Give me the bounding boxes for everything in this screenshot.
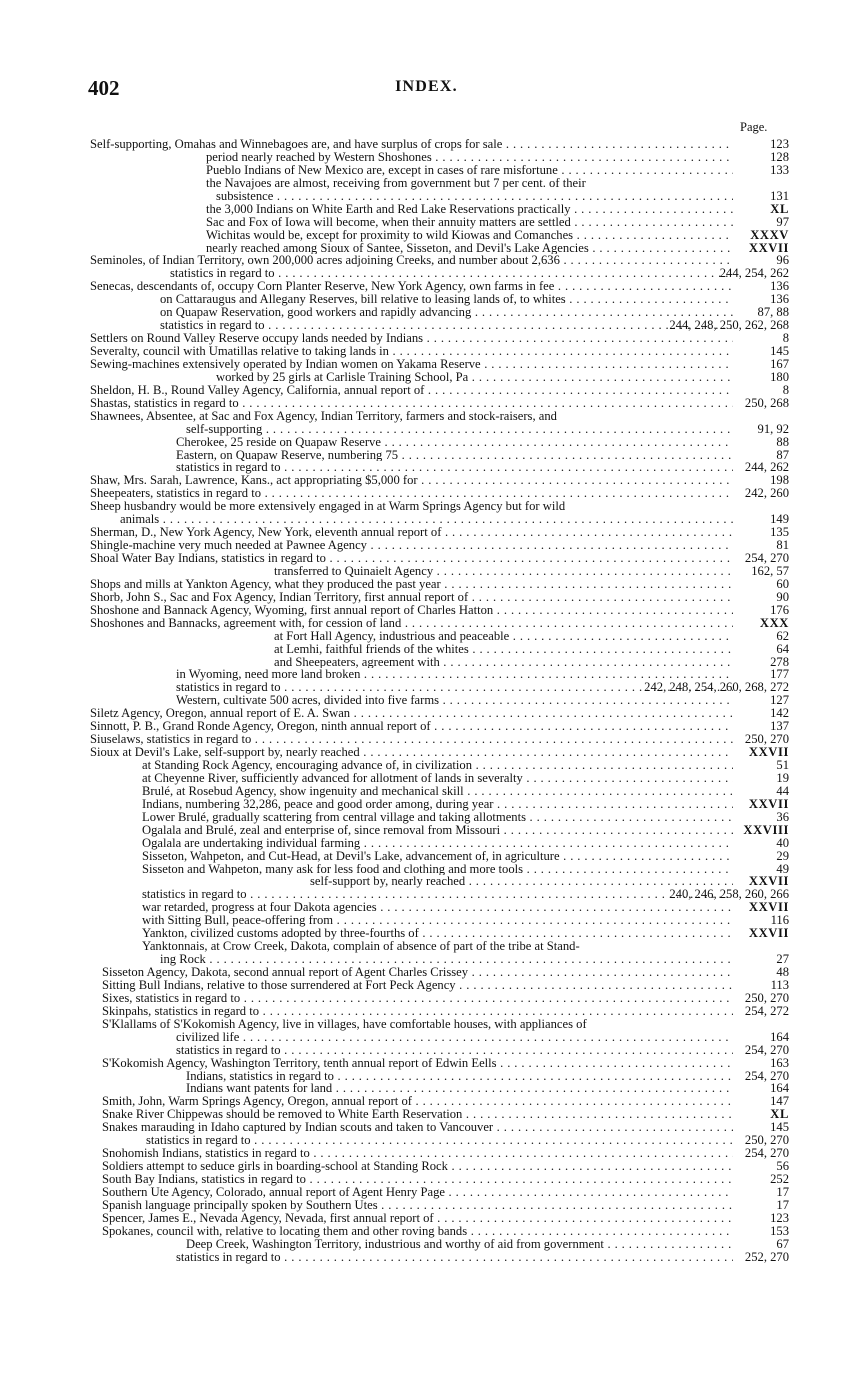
index-entry-text: in Wyoming, need more land broken . . .: [176, 668, 733, 681]
index-entry-page-ref: 278: [770, 654, 789, 669]
index-entry-page-ref: 123: [770, 1210, 789, 1225]
index-entry-text: Shingle-machine very much needed at Pawnee Agency . . .: [90, 539, 733, 552]
index-entry-page-ref: 252: [770, 1172, 789, 1186]
index-entry-page-ref: 254, 270: [744, 551, 789, 565]
index-entry-text: period nearly reached by Western Shoshones . . .: [206, 151, 733, 164]
index-entry-page-ref: 56: [776, 1159, 789, 1174]
index-entry-page-ref: 91, 92: [757, 421, 789, 436]
index-entry-text: South Bay Indians, statistics in regard to . . .: [102, 1173, 733, 1186]
index-entry-text: statistics in regard to . . .: [160, 319, 733, 332]
index-entry: [0, 539, 853, 552]
index-entry-text: S'Kokomish Agency, Washington Territory, tenth annual report of Edwin Eells . . .: [102, 1057, 733, 1070]
index-entry-page-ref: XXVII: [748, 900, 789, 915]
page-number: 402: [88, 76, 120, 100]
index-entry-page-ref: 88: [776, 434, 789, 449]
index-entry-page-ref: 162, 57: [751, 563, 789, 578]
index-entry-text: Sisseton Agency, Dakota, second annual report of Agent Charles Crissey . . .: [102, 966, 733, 979]
index-entry: [0, 798, 853, 811]
index-entry-text: Yankton, civilized customs adopted by three-fourths of . . .: [142, 927, 733, 940]
index-entry-page-ref: 62: [776, 628, 789, 643]
index-entry-text: Lower Brulé, gradually scattering from central village and taking allotments . . .: [142, 811, 733, 824]
index-entry-text: Sitting Bull Indians, relative to those surrendered at Fort Peck Agency . . .: [102, 979, 733, 992]
index-entry: [0, 850, 853, 863]
index-entry-text: Soldiers attempt to seduce girls in boarding-school at Standing Rock . . .: [102, 1160, 733, 1173]
index-entry: [0, 242, 853, 255]
index-entry-text: Pueblo Indians of New Mexico are, except in cases of rare misfortune . . .: [206, 164, 733, 177]
index-entry: [0, 216, 853, 229]
index-entry-page-ref: 48: [776, 965, 789, 979]
index-entry-text: Cherokee, 25 reside on Quapaw Reserve . . .: [176, 436, 733, 449]
index-entry-page-ref: XXVII: [748, 874, 789, 889]
index-entry-text: Eastern, on Quapaw Reserve, numbering 75 . . .: [176, 449, 733, 462]
index-entry-page-ref: 250, 270: [744, 1133, 789, 1148]
index-entry-text: Sinnott, P. B., Grand Ronde Agency, Oregon, ninth annual report of . . .: [90, 720, 733, 733]
index-entry: [0, 164, 853, 177]
index-entry-page-ref: 17: [776, 1197, 789, 1212]
index-entry-page-ref: 137: [770, 719, 789, 734]
index-entry-page-ref: 240, 246, 258, 260, 266: [669, 887, 789, 902]
index-entry-page-ref: 177: [770, 667, 789, 682]
index-entry-page-ref: 250, 270: [744, 990, 789, 1005]
index-entry: [0, 1212, 853, 1225]
page-column-label: Page.: [740, 120, 768, 134]
index-entry-text: Spencer, James E., Nevada Agency, Nevada, first annual report of . . .: [102, 1212, 733, 1225]
index-entry-text: self-supporting . . .: [186, 423, 733, 436]
index-entry-text: Yanktonnais, at Crow Creek, Dakota, complain of absence of part of the tribe at Stand-: [142, 940, 580, 954]
index-entry-text: civilized life . . .: [176, 1031, 733, 1044]
index-entry-page-ref: 49: [776, 861, 789, 876]
index-entry: [0, 1147, 853, 1160]
index-entry-text: Skinpahs, statistics in regard to . . .: [102, 1005, 733, 1018]
index-entry-page-ref: 96: [776, 253, 789, 268]
index-entry: [0, 811, 853, 824]
index-entry: [0, 1057, 853, 1070]
index-entry-text: war retarded, progress at four Dakota agencies . . .: [142, 901, 733, 914]
index-entry-text: Wichitas would be, except for proximity to wild Kiowas and Comanches . . .: [206, 229, 733, 242]
index-entry-text: statistics in regard to . . .: [170, 267, 733, 280]
index-entry-page-ref: 17: [776, 1184, 789, 1199]
index-entry-text: Indians, numbering 32,286, peace and good order among, during year . . .: [142, 798, 733, 811]
index-entry: [0, 371, 853, 384]
index-entry-text: Settlers on Round Valley Reserve occupy lands needed by Indians . . .: [90, 332, 733, 345]
index-entry-page-ref: 8: [782, 331, 789, 346]
index-entry-page-ref: XXVII: [748, 926, 789, 941]
index-entry-page-ref: 113: [770, 977, 789, 992]
index-entry-text: nearly reached among Sioux of Santee, Sisseton, and Devil's Lake Agencies . . .: [206, 242, 733, 255]
index-entry: [0, 1095, 853, 1108]
index-entry-page-ref: 131: [770, 188, 789, 203]
index-entry-text: on Quapaw Reservation, good workers and rapidly advancing . . .: [160, 306, 733, 319]
index-entry: [0, 1225, 853, 1238]
index-entry-text: Siuselaws, statistics in regard to . . .: [90, 733, 733, 746]
index-entry-text: Shoshone and Bannack Agency, Wyoming, first annual report of Charles Hatton . . .: [90, 604, 733, 617]
index-entry-list: [0, 138, 853, 1264]
index-entry-page-ref: 167: [770, 356, 789, 371]
index-entry-text: Snake River Chippewas should be removed to White Earth Reservation . . .: [102, 1108, 733, 1121]
index-entry: [0, 513, 853, 526]
index-entry-page-ref: 198: [770, 473, 789, 488]
index-entry-text: the Navajoes are almost, receiving from government but 7 per cent. of their: [206, 176, 586, 190]
index-entry: [0, 966, 853, 979]
index-entry-text: Western, cultivate 500 acres, divided into five farms . . .: [176, 694, 733, 707]
index-entry-page-ref: 163: [770, 1055, 789, 1070]
index-entry-page-ref: 153: [770, 1223, 789, 1238]
index-entry-text: S'Klallams of S'Kokomish Agency, live in villages, have comfortable houses, with appliances of: [102, 1017, 587, 1031]
index-entry: [0, 979, 853, 992]
index-entry-text: statistics in regard to . . .: [146, 1134, 733, 1147]
index-entry-page-ref: 67: [776, 1236, 789, 1251]
index-entry: [0, 630, 853, 643]
index-entry-text: Sheepeaters, statistics in regard to . . .: [90, 487, 733, 500]
index-entry-page-ref: 135: [770, 525, 789, 540]
index-entry: [0, 177, 853, 190]
index-entry: [0, 1251, 853, 1264]
index-entry: [0, 397, 853, 410]
index-entry-text: transferred to Quinaielt Agency . . .: [274, 565, 733, 578]
index-entry-text: Shoal Water Bay Indians, statistics in regard to . . .: [90, 552, 733, 565]
index-entry-text: and Sheepeaters, agreement with . . .: [274, 656, 733, 669]
index-entry: [0, 681, 853, 694]
index-entry-text: statistics in regard to . . .: [176, 461, 733, 474]
index-entry-page-ref: 164: [770, 1081, 789, 1096]
index-entry-text: at Fort Hall Agency, industrious and peaceable . . .: [274, 630, 733, 643]
index-entry-page-ref: 244, 254, 262: [719, 266, 789, 281]
index-entry-text: subsistence . . .: [216, 190, 733, 203]
index-entry-text: at Lemhi, faithful friends of the whites . . .: [274, 643, 733, 656]
index-entry: [0, 190, 853, 203]
index-entry: [0, 500, 853, 513]
index-entry-page-ref: 176: [770, 602, 789, 617]
index-entry: [0, 293, 853, 306]
index-entry-page-ref: 149: [770, 512, 789, 527]
index-entry-text: Spokanes, council with, relative to locating them and other roving bands . . .: [102, 1225, 733, 1238]
index-entry: [0, 229, 853, 242]
index-entry: [0, 578, 853, 591]
index-entry-text: the 3,000 Indians on White Earth and Red Lake Reservations practically . . .: [206, 203, 733, 216]
index-entry: [0, 785, 853, 798]
index-entry: [0, 940, 853, 953]
index-entry-text: Severalty, council with Umatillas relative to taking lands in . . .: [90, 345, 733, 358]
index-entry-page-ref: 29: [776, 848, 789, 863]
index-entry-page-ref: 252, 270: [744, 1249, 789, 1264]
index-entry-page-ref: 242, 248, 254, 260, 268, 272: [644, 680, 789, 695]
index-entry: [0, 526, 853, 539]
index-entry-page-ref: 254, 270: [744, 1042, 789, 1057]
index-entry-text: Smith, John, Warm Springs Agency, Oregon, annual report of . . .: [102, 1095, 733, 1108]
index-entry-page-ref: 242, 260: [744, 486, 789, 501]
index-entry: [0, 487, 853, 500]
index-entry-text: Senecas, descendants of, occupy Corn Planter Reserve, New York Agency, own farms in fee . . .: [90, 280, 733, 293]
index-entry: [0, 720, 853, 733]
index-entry-page-ref: 254, 272: [744, 1003, 789, 1018]
index-entry-text: Spanish language principally spoken by Southern Utes . . .: [102, 1199, 733, 1212]
index-entry: [0, 1238, 853, 1251]
index-entry-page-ref: XL: [770, 201, 789, 216]
index-entry-page-ref: 250, 268: [744, 395, 789, 410]
index-entry: [0, 1005, 853, 1018]
index-entry-text: statistics in regard to . . .: [176, 681, 733, 694]
index-entry-page-ref: 8: [782, 382, 789, 397]
index-entry: [0, 319, 853, 332]
index-entry-text: Deep Creek, Washington Territory, industrious and worthy of aid from government . . .: [186, 1238, 733, 1251]
index-entry-page-ref: XL: [770, 1107, 789, 1122]
index-entry-text: Snohomish Indians, statistics in regard to . . .: [102, 1147, 733, 1160]
index-entry-page-ref: 123: [770, 137, 789, 151]
index-entry: [0, 151, 853, 164]
index-entry-page-ref: 244, 262: [744, 460, 789, 475]
index-entry-text: Ogalala and Brulé, zeal and enterprise of, since removal from Missouri . . .: [142, 824, 733, 837]
index-entry-page-ref: 142: [770, 706, 789, 721]
index-entry: [0, 345, 853, 358]
index-entry-text: Sherman, D., New York Agency, New York, eleventh annual report of . . .: [90, 526, 733, 539]
index-entry-page-ref: 27: [776, 952, 789, 967]
index-entry-page-ref: 145: [770, 1120, 789, 1135]
index-entry-text: Indians want patents for land . . .: [186, 1082, 733, 1095]
index-entry-text: on Cattaraugus and Allegany Reserves, bill relative to leasing lands of, to whites . . .: [160, 293, 733, 306]
index-entry-page-ref: 60: [776, 576, 789, 591]
index-entry: [0, 449, 853, 462]
index-entry-page-ref: 254, 270: [744, 1146, 789, 1161]
index-entry-text: ing Rock . . .: [160, 953, 733, 966]
index-entry-page-ref: 254, 270: [744, 1068, 789, 1083]
index-entry-page-ref: 40: [776, 835, 789, 850]
index-entry: [0, 707, 853, 720]
index-entry-page-ref: 127: [770, 693, 789, 708]
index-entry: [0, 332, 853, 345]
index-entry: [0, 410, 853, 423]
index-entry: [0, 617, 853, 630]
index-entry: [0, 824, 853, 837]
index-entry: [0, 1018, 853, 1031]
index-entry: [0, 1186, 853, 1199]
index-entry: [0, 1199, 853, 1212]
index-entry-text: Brulé, at Rosebud Agency, show ingenuity and mechanical skill . . .: [142, 785, 733, 798]
index-entry: [0, 992, 853, 1005]
index-entry: [0, 436, 853, 449]
index-entry: [0, 888, 853, 901]
index-entry-text: Sisseton and Wahpeton, many ask for less food and clothing and more tools . . .: [142, 863, 733, 876]
index-entry-text: self-support by, nearly reached . . .: [310, 875, 733, 888]
index-entry-page-ref: 44: [776, 783, 789, 798]
index-entry: [0, 358, 853, 371]
index-entry-text: statistics in regard to . . .: [176, 1251, 733, 1264]
index-entry-text: Sisseton, Wahpeton, and Cut-Head, at Devil's Lake, advancement of, in agriculture . . .: [142, 850, 733, 863]
index-entry: [0, 759, 853, 772]
index-entry: [0, 203, 853, 216]
index-entry-text: Sewing-machines extensively operated by Indian women on Yakama Reserve . . .: [90, 358, 733, 371]
index-entry-page-ref: 250, 270: [744, 732, 789, 747]
index-entry: [0, 953, 853, 966]
index-entry-text: Indians, statistics in regard to . . .: [186, 1070, 733, 1083]
index-entry-page-ref: 136: [770, 279, 789, 294]
index-entry: [0, 474, 853, 487]
index-entry: [0, 1044, 853, 1057]
index-entry-text: Shoshones and Bannacks, agreement with, for cession of land . . .: [90, 617, 733, 630]
index-entry: [0, 423, 853, 436]
index-entry: [0, 280, 853, 293]
index-entry-page-ref: XXXV: [750, 227, 789, 242]
index-entry-page-ref: XXX: [759, 615, 789, 630]
index-entry: [0, 1108, 853, 1121]
index-entry-text: Shorb, John S., Sac and Fox Agency, Indian Territory, first annual report of . . .: [90, 591, 733, 604]
index-entry-page-ref: 51: [776, 758, 789, 772]
index-entry-text: Siletz Agency, Oregon, annual report of E. A. Swan . . .: [90, 707, 733, 720]
index-entry: [0, 927, 853, 940]
index-entry: [0, 643, 853, 656]
index-entry: [0, 863, 853, 876]
index-entry: [0, 733, 853, 746]
index-entry-page-ref: 128: [770, 149, 789, 164]
index-entry: [0, 267, 853, 280]
index-entry-page-ref: 90: [776, 589, 789, 604]
index-entry: [0, 837, 853, 850]
index-entry: [0, 1160, 853, 1173]
index-entry-text: Seminoles, of Indian Territory, own 200,000 acres adjoining Creeks, and number about 2,636 . . .: [90, 254, 733, 267]
index-entry-text: Shastas, statistics in regard to . . .: [90, 397, 733, 410]
index-entry: [0, 656, 853, 669]
index-entry-page-ref: 180: [770, 369, 789, 384]
index-entry-page-ref: 136: [770, 292, 789, 307]
index-entry: [0, 591, 853, 604]
index-entry-page-ref: 87: [776, 447, 789, 462]
index-entry-page-ref: 145: [770, 344, 789, 358]
index-entry-text: Snakes marauding in Idaho captured by Indian scouts and taken to Vancouver . . .: [102, 1121, 733, 1134]
index-entry: [0, 1134, 853, 1147]
index-entry-page-ref: 87, 88: [757, 305, 789, 320]
running-head-title: INDEX.: [395, 78, 458, 95]
index-entry-text: Shops and mills at Yankton Agency, what they produced the past year . . .: [90, 578, 733, 591]
index-entry-text: Ogalala are undertaking individual farming . . .: [142, 837, 733, 850]
index-entry-page-ref: 244, 248, 250, 262, 268: [669, 318, 789, 333]
index-entry: [0, 901, 853, 914]
index-entry-text: at Cheyenne River, sufficiently advanced for allotment of lands in severalty . . .: [142, 772, 733, 785]
index-entry-page-ref: 97: [776, 214, 789, 229]
index-entry-page-ref: XXVII: [748, 240, 789, 255]
index-entry: [0, 604, 853, 617]
index-entry-text: statistics in regard to . . .: [142, 888, 733, 901]
index-entry-page-ref: 81: [776, 538, 789, 553]
index-entry: [0, 914, 853, 927]
index-entry-text: Sheep husbandry would be more extensively engaged in at Warm Springs Agency but for wild: [90, 500, 566, 514]
index-entry-text: at Standing Rock Agency, encouraging advance of, in civilization . . .: [142, 759, 733, 772]
index-entry-text: worked by 25 girls at Carlisle Training School, Pa . . .: [216, 371, 733, 384]
index-entry-text: animals . . .: [120, 513, 733, 526]
index-entry-page-ref: 64: [776, 641, 789, 656]
index-entry-text: Shawnees, Absentee, at Sac and Fox Agency, Indian Territory, farmers and stock-raisers, and: [90, 409, 557, 423]
index-entry-page-ref: 116: [770, 913, 789, 928]
index-entry: [0, 1121, 853, 1134]
index-entry-page-ref: 36: [776, 809, 789, 824]
index-entry: [0, 772, 853, 785]
index-entry-text: Sheldon, H. B., Round Valley Agency, California, annual report of . . .: [90, 384, 733, 397]
index-entry: [0, 1070, 853, 1083]
index-entry-text: Shaw, Mrs. Sarah, Lawrence, Kans., act appropriating $5,000 for . . .: [90, 474, 733, 487]
index-entry: [0, 694, 853, 707]
index-entry: [0, 1031, 853, 1044]
index-entry-text: Sioux at Devil's Lake, self-support by, nearly reached . . .: [90, 746, 733, 759]
index-entry: [0, 138, 853, 151]
index-entry-page-ref: 19: [776, 770, 789, 785]
index-entry-text: Self-supporting, Omahas and Winnebagoes are, and have surplus of crops for sale . . .: [90, 138, 733, 151]
index-entry: [0, 1173, 853, 1186]
index-entry-page-ref: 147: [770, 1094, 789, 1109]
index-entry-text: Sac and Fox of Iowa will become, when their annuity matters are settled . . .: [206, 216, 733, 229]
index-entry-text: with Sitting Bull, peace-offering from . . .: [142, 914, 733, 927]
index-entry: [0, 1082, 853, 1095]
index-entry-page-ref: 164: [770, 1029, 789, 1044]
index-entry-text: Sixes, statistics in regard to . . .: [102, 992, 733, 1005]
index-entry-page-ref: XXVII: [748, 745, 789, 760]
index-entry-text: Southern Ute Agency, Colorado, annual report of Agent Henry Page . . .: [102, 1186, 733, 1199]
index-entry: [0, 461, 853, 474]
index-entry-page-ref: XXVII: [748, 796, 789, 811]
index-entry-page-ref: XXVIII: [743, 822, 789, 837]
index-entry-text: statistics in regard to . . .: [176, 1044, 733, 1057]
index-entry: [0, 552, 853, 565]
index-entry-page-ref: 133: [770, 162, 789, 177]
index-entry: [0, 384, 853, 397]
index-entry: [0, 746, 853, 759]
index-entry: [0, 565, 853, 578]
